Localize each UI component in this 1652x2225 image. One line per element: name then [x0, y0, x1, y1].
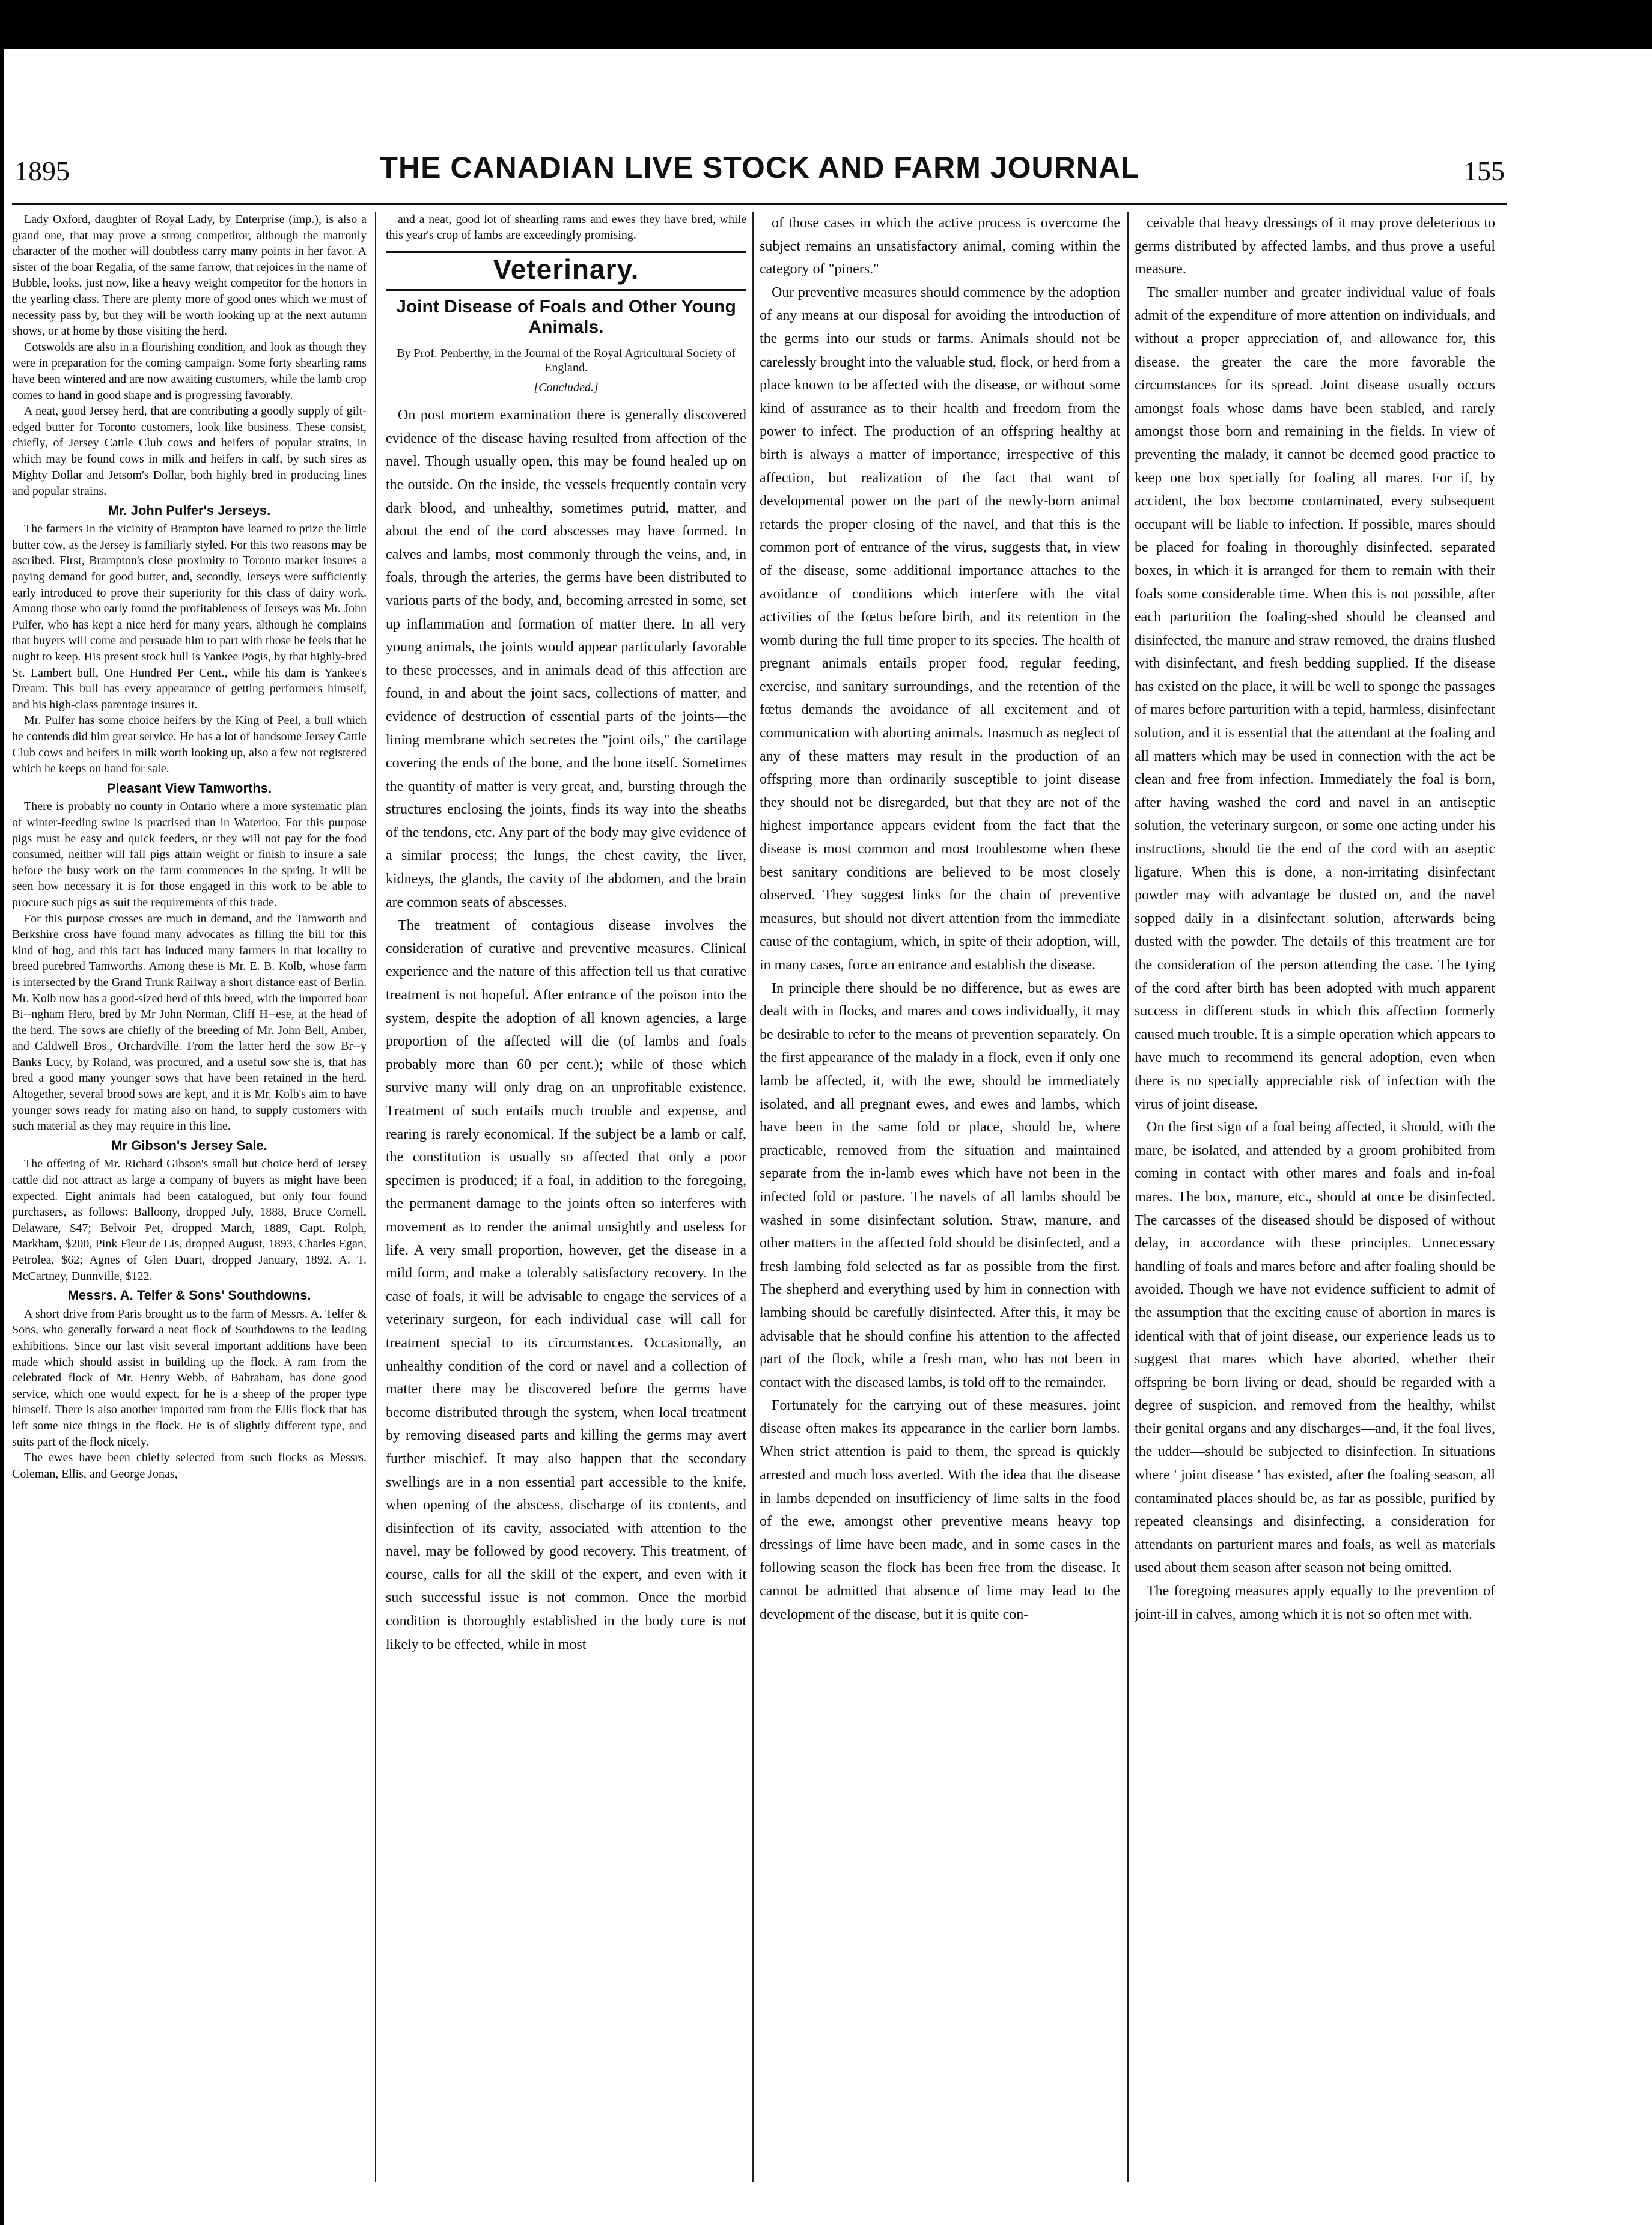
section-header [386, 251, 746, 291]
byline: By Prof. Penberthy, in the Journal of the Royal Agricultural Society of England. [397, 346, 736, 374]
subheading: Pleasant View Tamworths. [106, 780, 272, 796]
paragraph: The treatment of contagious disease involves the consideration of curative and preventive measures. Clinical experience and the nature of this affection tell us that curative treatment is not hopeful. After entrance of the poison into the system, despite the adoption of all known agencies, a large proportion of the affected will die (of lambs and foals probably more than 60 per cent.); while of those which survive many will only drag on an unprofitable existence. Treatment of such entails much trouble and expense, and rearing is rarely economical. If the subject be a lamb or calf, the constitution is usually so affected that only a poor specimen is produced; if a foal, in addition to the foregoing, the permanent damage to the joints often so interferes with movement as to render the animal unsightly and useless for life. A very small proportion, however, get the disease in a mild form, and make a tolerably satisfactory recovery. In the case of foals, it will be advisable to engage the services of a veterinary surgeon, for each individual case will call for treatment special to its circumstances. Occasionally, an unhealthy condition of the cord or navel and a collection of matter there may be discovered before the germs have become distributed through the system, when local treatment by removing diseased parts and killing the germs may avert further mischief. It may also happen that the secondary swellings are in a non essential part accessible to the knife, when opening of the abscess, discharge of its contents, and disinfection of its cavity, associated with attention to the navel, may be followed by good recovery. This treatment, of course, calls for all the skill of the expert, and even with it such successful issue is not common. Once the morbid condition is thoroughly established in the body cure is not likely to be effected, while in most [386, 918, 746, 1652]
paragraph: For this purpose crosses are much in demand, and the Tamworth and Berkshire cross have found many advocates as filling the bill for this kind of hog, and this fact has induced many farmers in that locality to breed purebred Tamworths. Among these is Mr. E. B. Kolb, whose farm is intersected by the Grand Trunk Railway a short distance east of Berlin. Mr. Kolb now has a good-sized herd of this breed, with the imported boar Bi--ngham Hero, bred by Mr John Norman, Cliff H--ese, at the head of the herd. The sows are chiefly of the breeding of Mr. John Bell, Amber, and Caldwell Bros., Orchardville. From the latter herd the sow Br--y Banks Lucy, by Roland, was procured, and a useful sow she is, that has bred a good many younger sows that have been retained in the herd. Altogether, several brood sows are kept, and it is Mr. Kolb's aim to have younger sows ready for mating also on hand, to supply customers with such material as they may require in this line. [12, 912, 367, 1133]
paragraph: The foregoing measures apply equally to the prevention of joint-ill in calves, among which it is not so often met with. [1135, 1583, 1495, 1622]
paragraph: Cotswolds are also in a flourishing condition, and look as though they were in preparation for the coming campaign. Some forty shearling rams have been wintered and are now awaiting customers, while the lamb crop comes to hand in good shape and is progressing favorably. [12, 340, 367, 402]
paragraph: The smaller number and greater individual value of foals admit of the expenditure of more attention on individuals, and without a proper appreciation of, and allowance for, this disease, the greater the care the more favorable the circumstances for its spread. Joint disease usually occurs amongst foals whose dams have been stabled, and rarely amongst those born and remaining in the fields. In view of preventing the malady, it cannot be deemed good practice to keep one box specially for foaling all mares. For if, by accident, the box become contaminated, every subsequent occupant will be liable to infection. If possible, mares should be placed for foaling in thoroughly disinfected, separated boxes, in which it is arranged for them to remain with their foals some considerable time. When this is not possible, after each parturition the foaling-shed should be cleansed and disinfected, the manure and straw removed, the drains flushed with disinfectant, and fresh bedding supplied. If the disease has existed on the place, it will be well to sponge the passages of mares before parturition with a tepid, harmless, disinfectant solution, and it is essential that the attendant at the foaling and all matters which may be used in connection with the act be clean and free from infection. Immediately the foal is born, after having washed the cord and navel in an antiseptic solution, the veterinary surgeon, or some one acting under his instructions, should tie the end of the cord with an aseptic ligature. When this is done, a non-irritating disinfectant powder may with advantage be dusted on, and the navel sopped daily in a disinfectant solution, afterwards being dusted with the powder. The details of this treatment are for the consideration of the person attending the case. The tying of the cord after birth has been adopted with much apparent success in different studs in which this affection formerly caused much trouble. It is a simple operation which appears to have much to recommend its general adoption, even when there is no specially appreciable risk of infection with the virus of joint disease. [1135, 284, 1495, 1112]
paragraph: and a neat, good lot of shearling rams and ewes they have bred, while this year's crop of lambs are exceedingly promising. [386, 213, 746, 242]
column-4 [1135, 212, 1495, 2182]
column-divider [752, 212, 754, 2182]
column-2 [386, 212, 746, 2182]
paragraph: A short drive from Paris brought us to the farm of Messrs. A. Telfer & Sons, who generally forward a neat flock of Southdowns to the leading exhibitions. Since our last visit several important additions have been made which should assist in building up the flock. A ram from the celebrated flock of Mr. Henry Webb, of Babraham, has done good service, which one would expect, for he is a sheep of the proper type himself. There is also another imported ram from the Ellis flock that has left some nice things in the flock. He is of slightly different type, and suits part of the flock nicely. [12, 1307, 367, 1449]
paragraph: In principle there should be no difference, but as ewes are dealt with in flocks, and mares and cows individually, it may be desirable to refer to the means of prevention separately. On the first appearance of the malady in a flock, even if only one lamb be affected, it, with the ewe, should be immediately isolated, and all pregnant ewes, and ewes and lambs, which have been in the same fold or place, should be, where practicable, removed from the situation and maintained separate from the in-lamb ewes which have not been in the infected fold or pasture. The navels of all lambs should be washed in some disinfectant solution. Straw, manure, and other matters in the affected fold should be disinfected, and a fresh lambing fold selected as far as possible from the first. The shepherd and everything used by him in connection with lambing should be carefully disinfected. After this, it may be advisable that he should confine his attention to the affected part of the flock, while a fresh man, who has not been in contact with the diseased lambs, is told off to the remainder. [760, 980, 1120, 1390]
paragraph: of those cases in which the active process is overcome the subject remains an unsatisfactory animal, coming within the category of "piners." [760, 215, 1120, 278]
column-divider [375, 212, 376, 2182]
page-year: 1895 [14, 156, 70, 186]
page-header [14, 142, 1505, 196]
paragraph: ceivable that heavy dressings of it may prove deleterious to germs distributed by affected lambs, and thus prove a useful measure. [1135, 215, 1495, 278]
paragraph: Our preventive measures should commence by the adoption of any means at our disposal for avoiding the introduction of the germs into our studs or farms. Animals should not be carelessly brought into the valuable stud, flock, or herd from a place known to be affected with the disease, or without some kind of assurance as to their health and freedom from the power to infect. The production of an offspring healthy at birth is always a matter of importance, irrespective of this affection, but realization of the fact that want of developmental power on the part of the newly-born animal retards the proper closing of the navel, and that this is the common port of entrance of the virus, suggests that, in view of the disease, some additional importance attaches to the avoidance of conditions which interfere with the vital activities of the fœtus before birth, and its retention in the womb during the full time proper to its species. The health of pregnant animals entails proper food, regular feeding, exercise, and sanitary surroundings, and the retention of the fœtus demands the avoidance of all excitement and of communication with aborting animals. Inasmuch as neglect of any of these matters may result in the production of an offspring more than ordinarily susceptible to joint disease they should not be disregarded, but that they are not of the highest importance appears evident from the fact that the disease is most common and most troublesome when these best sanitary conditions are believed to be most closely observed. They suggest links for the chain of preventive measures, but should not divert attention from the immediate cause of the contagium, which, in spite of their adoption, will, in many cases, force an entrance and establish the disease. [760, 284, 1120, 973]
subheading: Messrs. A. Telfer & Sons' Southdowns. [67, 1288, 311, 1303]
subheading: Mr. John Pulfer's Jerseys. [108, 502, 271, 518]
column-3 [760, 212, 1120, 2182]
subheading: Mr Gibson's Jersey Sale. [111, 1137, 267, 1153]
paragraph: Mr. Pulfer has some choice heifers by the King of Peel, a bull which he contends did him great service. He has a lot of handsome Jersey Cattle Club cows and heifers in milk worth looking up, also a few not registered which he keeps on hand for sale. [12, 714, 367, 776]
paragraph: The farmers in the vicinity of Brampton have learned to prize the little butter cow, as the Jersey is familiarly styled. For this two reasons may be ascribed. First, Brampton's close proximity to Toronto market insures a paying demand for good butter, and, secondly, Jerseys were sufficiently early introduced to prove their superiority for this class of dairy work. Among those who early found the profitableness of Jerseys was Mr. John Pulfer, who has kept a nice herd for many years, although he complains that buyers will come and persuade him to part with those he feels that he ought to keep. His present stock bull is Yankee Pogis, by that highly-bred St. Lambert bull, One Hundred Per Cent., while his dam is Yankee's Dream. This bull has every appearance of getting performers himself, and his high-class parentage insures it. [12, 522, 367, 711]
paragraph: The ewes have been chiefly selected from such flocks as Messrs. Coleman, Ellis, and George Jonas, [12, 1451, 367, 1481]
journal-title: THE CANADIAN LIVE STOCK AND FARM JOURNAL [379, 151, 1140, 184]
article-title: Joint Disease of Foals and Other Young Animals. [396, 296, 736, 337]
paragraph: On post mortem examination there is generally discovered evidence of the disease having resulted from affection of the navel. Though usually open, this may be found healed up on the outside. On the inside, the vessels frequently contain very dark blood, and unhealthy, sometimes putrid, matter, and about the end of the cord abscesses may have formed. In calves and lambs, most commonly through the veins, and, in foals, through the arteries, the germs have been distributed to various parts of the body, and, becoming arrested in some, set up inflammation and formation of matter there. In all very young animals, the joints would appear particularly favorable to these processes, and in animals dead of this affection are found, in and about the joint sacs, collections of matter, and evidence of destruction of essential parts of the joints—the lining membrane which secretes the "joint oils," the cartilage covering the ends of the bone, and the bone itself. Sometimes the quantity of matter is very great, and, bursting through the structures enclosing the joints, finds its way into the sheaths of the tendons, etc. Any part of the body may give evidence of a similar process; the lungs, the chest cavity, the liver, kidneys, the glands, the cavity of the abdomen, and the brain are common seats of abscesses. [386, 407, 746, 910]
paragraph: On the first sign of a foal being affected, it should, with the mare, be isolated, and attended by a groom prohibited from coming in contact with other mares and foals and in-foal mares. The box, manure, etc., should at once be disinfected. The carcasses of the diseased should be disposed of without delay, in accordance with these principles. Unnecessary handling of foals and mares before and after foaling should be avoided. Though we have not evidence sufficient to admit of the assumption that the exciting cause of abortion in mares is identical with that of joint disease, our experience leads us to suggest that mares which have aborted, whether their offspring be born living or dead, should be regarded with a degree of suspicion, and removed from the healthy, whilst their genital organs and any discharges—and, if the foal lives, the udder—should be subjected to disinfection. In situations where ' joint disease ' has existed, after the foaling season, all contaminated places should be, as far as possible, purified by repeated cleansings and disinfecting, a consideration for attendants on parturient mares and foals, as well as materials used about them season after season not being omitted. [1135, 1119, 1495, 1576]
paragraph: There is probably no county in Ontario where a more systematic plan of winter-feeding swine is practised than in Waterloo. For this purpose pigs must be easy and quick feeders, or they will not pay for the food consumed, neither will fall pigs attain weight or finish to insure a sale before the busy work on the farm commences in the spring. It will be seen how necessary it is for those engaged in this work to be able to procure such pigs as suit the requirements of this trade. [12, 800, 367, 909]
paragraph: The offering of Mr. Richard Gibson's small but choice herd of Jersey cattle did not attract as large a company of buyers as might have been expected. Eight animals had been catalogued, but only four found purchasers, as follows: Balloony, dropped July, 1888, Bruce Cornell, Delaware, $47; Belvoir Pet, dropped March, 1889, Capt. Rolph, Markham, $200, Pink Fleur de Lis, dropped August, 1893, Charles Egan, Petrolea, $62; Agnes of Glen Duart, dropped January, 1892, A. T. McCartney, Dunnville, $122. [12, 1157, 367, 1283]
page-number: 155 [1463, 156, 1505, 186]
column-divider [1127, 212, 1129, 2182]
scan-border-top [0, 0, 1652, 49]
paragraph: Lady Oxford, daughter of Royal Lady, by Enterprise (imp.), is also a grand one, that may prove a strong competitor, although the matronly character of the mother will doubtless carry many points in her favor. A sister of the boar Regalia, of the same farrow, that rejoices in the name of Bubble, looks, just now, like a heavy weight competitor for the honors in the yearling class. There are plenty more of good ones which we must of necessity pass by, but they will be worth looking up at the next autumn shows, or at home by those visiting the herd. [12, 213, 367, 338]
column-1 [12, 212, 367, 2182]
header-rule [12, 203, 1507, 205]
concluded-note: [Concluded.] [534, 380, 599, 394]
paragraph: A neat, good Jersey herd, that are contributing a goodly supply of gilt-edged butter for Toronto customers, look like business. These consist, chiefly, of Jersey Cattle Club cows and heifers of popular strains, in which may be found cows in milk and heifers in calf, by such sires as Mighty Dollar and Jetsom's Dollar, both highly bred in producing lines and popular strains. [12, 404, 367, 498]
section-title: Veterinary. [493, 254, 639, 285]
scan-border-left [0, 49, 4, 2225]
paragraph: Fortunately for the carrying out of these measures, joint disease often makes its appearance in the earlier born lambs. When strict attention is paid to them, the spread is quickly arrested and much loss averted. With the idea that the disease in lambs depended on insufficiency of lime salts in the food of the ewe, amongst other preventive means heavy top dressings of lime have been made, and in some cases in the following season the flock has been free from the disease. It cannot be admitted that absence of lime may lead to the development of the disease, but it is quite con- [760, 1398, 1120, 1622]
